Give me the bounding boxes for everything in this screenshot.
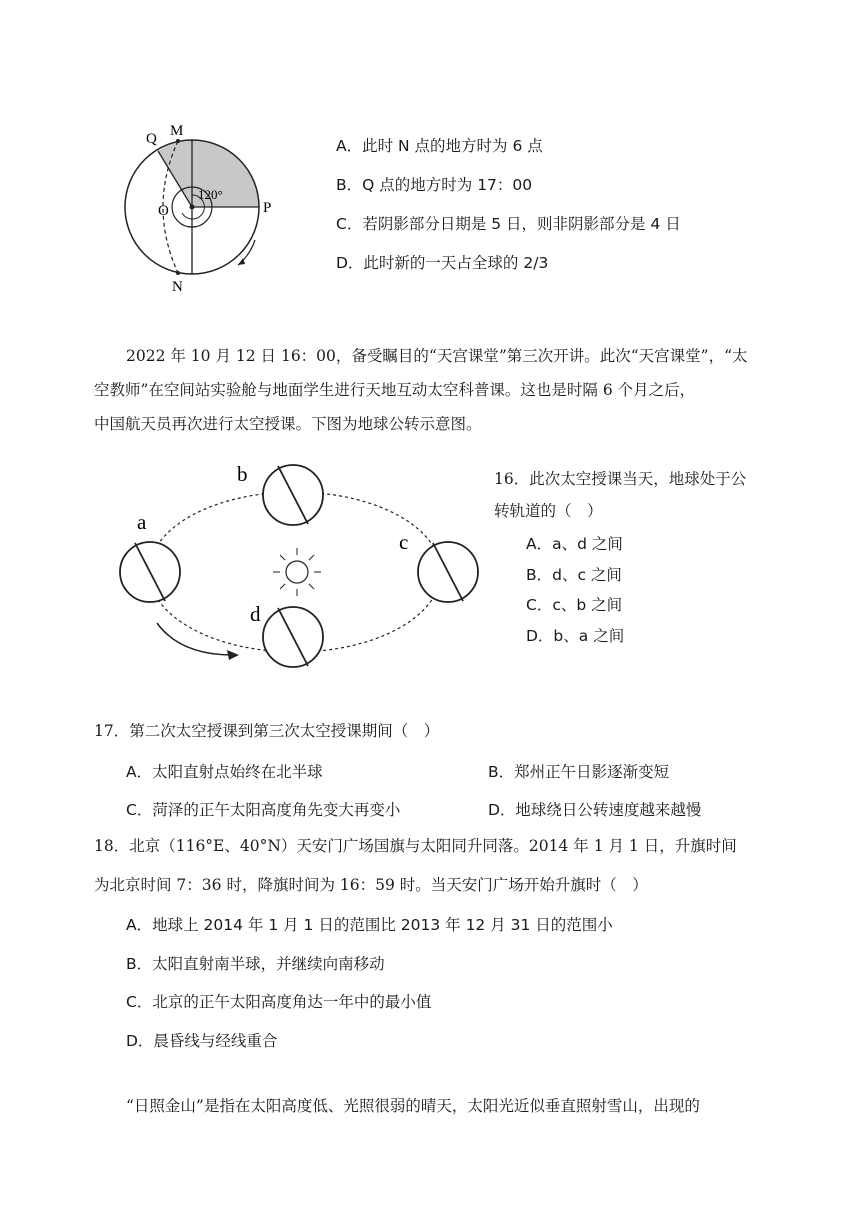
earth-c [418, 542, 478, 602]
q17-option-c[interactable]: C．菏泽的正午太阳高度角先变大再变小 [126, 801, 401, 819]
passage2-line1: “日照金山”是指在太阳高度低、光照很弱的晴天，太阳光近似垂直照射雪山，出现的 [126, 1097, 700, 1115]
passage1-line3: 中国航天员再次进行太空授课。下图为地球公转示意图。 [94, 415, 482, 433]
label-angle: 120° [198, 187, 223, 202]
q16-option-b[interactable]: B．d、c 之间 [526, 566, 622, 584]
label-q: Q [146, 131, 157, 147]
label-a: a [137, 510, 147, 534]
q18-option-b[interactable]: B．太阳直射南半球，并继续向南移动 [126, 955, 385, 973]
fig1-option-d[interactable]: D．此时新的一天占全球的 2/3 [336, 254, 549, 272]
q16-option-a[interactable]: A．a、d 之间 [526, 535, 623, 553]
q16-option-c[interactable]: C．c、b 之间 [526, 596, 623, 614]
q18-stem-line2: 为北京时间 7：36 时，降旗时间为 16：59 时。当天安门广场开始升旗时（ ） [94, 876, 648, 894]
passage1-line2: 空教师”在空间站实验舱与地面学生进行天地互动太空科普课。这也是时隔 6 个月之后， [94, 381, 696, 399]
polar-diagram [110, 115, 290, 295]
fig1-option-a[interactable]: A．此时 N 点的地方时为 6 点 [336, 137, 543, 155]
orbit-diagram [105, 455, 485, 675]
earth-d [263, 607, 323, 667]
q16-option-d[interactable]: D．b、a 之间 [526, 627, 625, 645]
label-b: b [237, 462, 248, 486]
fig1-option-c[interactable]: C．若阴影部分日期是 5 日，则非阴影部分是 4 日 [336, 215, 681, 233]
earth-a [120, 542, 180, 602]
q18-stem-line1: 18．北京（116°E、40°N）天安门广场国旗与太阳同升同落。2014 年 1 月 1 日，升旗时间 [94, 837, 737, 855]
label-o: O [158, 203, 169, 219]
direction-arrow [157, 623, 233, 655]
q16-stem-line1: 16．此次太空授课当天，地球处于公 [494, 470, 747, 488]
q17-stem: 17．第二次太空授课到第三次太空授课期间（ ） [94, 722, 440, 740]
sun-icon [273, 548, 321, 596]
q18-option-d[interactable]: D．晨昏线与经线重合 [126, 1032, 278, 1050]
label-p: P [263, 200, 272, 216]
q17-option-b[interactable]: B．郑州正午日影逐渐变短 [488, 763, 670, 781]
q16-stem-line2: 转轨道的（ ） [494, 502, 603, 520]
passage1-line1: 2022 年 10 月 12 日 16：00，备受瞩目的“天宫课堂”第三次开讲。此次“天宫课堂”，“太 [126, 347, 748, 365]
label-m: M [170, 123, 184, 139]
fig1-option-b[interactable]: B．Q 点的地方时为 17：00 [336, 176, 533, 194]
label-n: N [172, 279, 183, 295]
q18-option-c[interactable]: C．北京的正午太阳高度角达一年中的最小值 [126, 993, 432, 1011]
earth-b [263, 465, 323, 525]
q17-option-a[interactable]: A．太阳直射点始终在北半球 [126, 763, 323, 781]
q17-option-d[interactable]: D．地球绕日公转速度越来越慢 [488, 801, 702, 819]
label-c: c [399, 530, 409, 554]
q18-option-a[interactable]: A．地球上 2014 年 1 月 1 日的范围比 2013 年 12 月 31 日的范围小 [126, 916, 613, 934]
label-d: d [250, 602, 261, 626]
